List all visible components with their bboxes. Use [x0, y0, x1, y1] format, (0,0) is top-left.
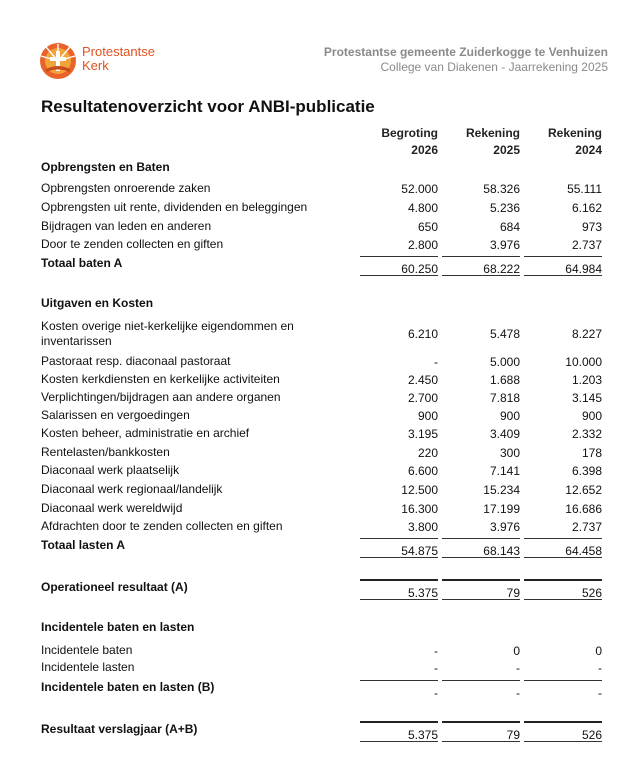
value-cell: - [434, 644, 438, 658]
row-label: Opbrengsten uit rente, dividenden en beleggingen [41, 200, 308, 214]
row-label: Incidentele baten [41, 643, 133, 657]
value-cell: - [598, 686, 602, 700]
total-rule [360, 599, 438, 600]
total-rule [524, 256, 602, 257]
value-cell: 5.375 [407, 586, 438, 600]
row-label: Diaconaal werk plaatselijk [41, 463, 180, 477]
column-header-rekening-2025: Rekening 2025 [465, 126, 520, 157]
row-label: Resultaat verslagjaar (A+B) [41, 722, 198, 736]
row-label: Kosten beheer, administratie en archief [41, 426, 250, 440]
total-rule [524, 741, 602, 742]
value-cell: 4.800 [407, 201, 438, 215]
value-cell: - [598, 661, 602, 675]
value-cell: 55.111 [567, 182, 602, 196]
value-cell: 3.145 [571, 391, 602, 405]
value-cell: 650 [417, 220, 438, 234]
value-cell: - [434, 661, 438, 675]
value-cell: 68.222 [483, 262, 520, 276]
row-label: Incidentele baten en lasten (B) [41, 680, 215, 694]
value-cell: 2.737 [571, 520, 602, 534]
value-cell: - [516, 661, 520, 675]
row-label: Totaal lasten A [41, 538, 126, 552]
value-cell: 3.409 [489, 427, 520, 441]
total-rule [442, 680, 520, 681]
total-rule [360, 579, 438, 581]
total-rule [524, 579, 602, 581]
row-label: Verplichtingen/bijdragen aan andere organen [41, 390, 281, 404]
value-cell: 64.458 [565, 544, 602, 558]
value-cell: 900 [499, 409, 520, 423]
total-rule [524, 721, 602, 723]
value-cell: 5.478 [489, 327, 520, 341]
logo-line-1: Protestantse [82, 44, 155, 59]
total-rule [360, 275, 438, 276]
value-cell: 1.203 [571, 373, 602, 387]
value-cell: 16.686 [565, 502, 602, 516]
value-cell: 2.450 [407, 373, 438, 387]
row-label: Diaconaal werk wereldwijd [41, 501, 183, 515]
row-label: Incidentele baten en lasten [41, 620, 195, 634]
total-rule [442, 256, 520, 257]
organization-name: Protestantse gemeente Zuiderkogge te Venhuizen [323, 45, 608, 59]
row-label: Diaconaal werk regionaal/landelijk [41, 482, 223, 496]
value-cell: - [434, 355, 438, 369]
value-cell: 5.375 [407, 728, 438, 742]
value-cell: 3.976 [489, 238, 520, 252]
total-rule [360, 741, 438, 742]
total-rule [524, 538, 602, 539]
row-label: Operationeel resultaat (A) [41, 580, 188, 594]
value-cell: 3.800 [407, 520, 438, 534]
value-cell: 900 [417, 409, 438, 423]
column-header-rekening-2024: Rekening 2024 [547, 126, 602, 157]
total-rule [360, 538, 438, 539]
total-rule [360, 721, 438, 723]
value-cell: 6.398 [571, 464, 602, 478]
value-cell: 5.236 [489, 201, 520, 215]
row-label: Pastoraat resp. diaconaal pastoraat [41, 354, 231, 368]
total-rule [524, 599, 602, 600]
row-label: Opbrengsten en Baten [41, 160, 170, 174]
value-cell: 178 [581, 446, 602, 460]
page-title: Resultatenoverzicht voor ANBI-publicatie [41, 97, 375, 116]
value-cell: 58.326 [483, 182, 520, 196]
document-subtitle: College van Diakenen - Jaarrekening 2025 [380, 60, 608, 74]
value-cell: 0 [513, 644, 520, 658]
total-rule [442, 579, 520, 581]
value-cell: 900 [581, 409, 602, 423]
total-rule [442, 557, 520, 558]
value-cell: 68.143 [483, 544, 520, 558]
value-cell: 300 [499, 446, 520, 460]
row-label: Incidentele lasten [41, 660, 135, 674]
logo-line-2: Kerk [82, 58, 109, 73]
value-cell: 10.000 [565, 355, 602, 369]
total-rule [360, 557, 438, 558]
value-cell: 526 [581, 728, 602, 742]
value-cell: 2.332 [571, 427, 602, 441]
document-header [324, 45, 608, 75]
row-label: Uitgaven en Kosten [41, 296, 154, 310]
value-cell: 79 [506, 586, 520, 600]
total-rule [360, 256, 438, 257]
total-rule [524, 275, 602, 276]
row-label: Afdrachten door te zenden collecten en giften [41, 519, 283, 533]
total-rule [442, 721, 520, 723]
total-rule [360, 680, 438, 681]
row-label: Rentelasten/bankkosten [41, 445, 170, 459]
value-cell: 2.737 [571, 238, 602, 252]
value-cell: 220 [417, 446, 438, 460]
value-cell: 8.227 [571, 327, 602, 341]
church-cross-icon [40, 43, 76, 79]
value-cell: 12.652 [565, 483, 602, 497]
value-cell: 3.976 [489, 520, 520, 534]
total-rule [524, 557, 602, 558]
value-cell: 973 [581, 220, 602, 234]
value-cell: 15.234 [483, 483, 520, 497]
value-cell: 17.199 [483, 502, 520, 516]
value-cell: 54.875 [401, 544, 438, 558]
column-header-begroting-2026: Begroting 2026 [381, 126, 438, 157]
row-label: Bijdragen van leden en anderen [41, 219, 212, 233]
value-cell: 16.300 [401, 502, 438, 516]
total-rule [442, 599, 520, 600]
value-cell: 60.250 [401, 262, 438, 276]
row-label: Kosten overige niet-kerkelijke eigendommen en inventarissen [41, 319, 294, 348]
value-cell: 64.984 [565, 262, 602, 276]
value-cell: 684 [499, 220, 520, 234]
value-cell: 7.141 [489, 464, 520, 478]
value-cell: 6.210 [407, 327, 438, 341]
value-cell: 6.162 [571, 201, 602, 215]
row-label: Kosten kerkdiensten en kerkelijke activiteiten [41, 372, 280, 386]
value-cell: 2.700 [407, 391, 438, 405]
row-label: Opbrengsten onroerende zaken [41, 181, 211, 195]
value-cell: 1.688 [489, 373, 520, 387]
value-cell: 7.818 [489, 391, 520, 405]
value-cell: 3.195 [407, 427, 438, 441]
row-label: Salarissen en vergoedingen [41, 408, 190, 422]
value-cell: 12.500 [401, 483, 438, 497]
value-cell: 6.600 [407, 464, 438, 478]
value-cell: 2.800 [407, 238, 438, 252]
value-cell: - [434, 686, 438, 700]
logo-wordmark [82, 45, 155, 73]
value-cell: 5.000 [489, 355, 520, 369]
row-label: Door te zenden collecten en giften [41, 237, 224, 251]
value-cell: 52.000 [401, 182, 438, 196]
value-cell: - [516, 686, 520, 700]
total-rule [442, 275, 520, 276]
value-cell: 79 [506, 728, 520, 742]
row-label: Totaal baten A [41, 256, 123, 270]
total-rule [442, 538, 520, 539]
value-cell: 0 [595, 644, 602, 658]
total-rule [442, 741, 520, 742]
value-cell: 526 [581, 586, 602, 600]
total-rule [524, 680, 602, 681]
